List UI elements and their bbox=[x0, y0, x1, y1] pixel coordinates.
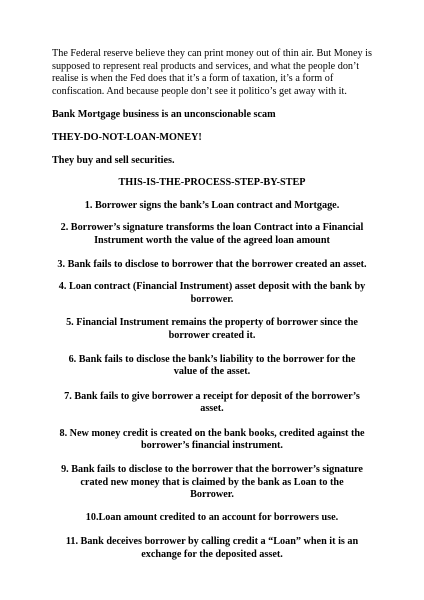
process-step bbox=[52, 200, 372, 213]
process-title: THIS-IS-THE-PROCESS-STEP-BY-STEP bbox=[118, 177, 306, 189]
process-step bbox=[52, 428, 372, 453]
process-step-line: asset. bbox=[200, 403, 224, 415]
intro-line: confiscation. And because people don’t see it politico’s get away with it. bbox=[52, 85, 347, 97]
intro-paragraph bbox=[52, 48, 372, 98]
process-step bbox=[52, 391, 372, 416]
process-step bbox=[52, 536, 372, 561]
process-step-line: 10.Loan amount credited to an account for borrowers use. bbox=[85, 511, 339, 523]
process-step-line: 7. Bank fails to give borrower a receipt for deposit of the borrower’s bbox=[64, 390, 360, 402]
process-step-line: 6. Bank fails to disclose the bank’s liability to the borrower for the bbox=[68, 353, 356, 365]
process-step bbox=[52, 512, 372, 525]
intro-line: The Federal reserve believe they can print money out of thin air. But Money is bbox=[52, 48, 372, 59]
process-step-line: 4. Loan contract (Financial Instrument) asset deposit with the bank by bbox=[58, 281, 366, 293]
process-step-line: 8. New money credit is created on the bank books, credited against the bbox=[59, 427, 365, 439]
process-step bbox=[52, 317, 372, 342]
process-step-line: 9. Bank fails to disclose to the borrower that the borrower’s signature bbox=[61, 464, 363, 476]
process-step bbox=[52, 464, 372, 502]
process-steps-list bbox=[52, 200, 372, 562]
intro-line: supposed to represent real products and services, and what the people don’t bbox=[52, 60, 360, 72]
heading-do-not-loan-money: THEY-DO-NOT-LOAN-MONEY! bbox=[52, 131, 202, 143]
process-step-line: crated new money that is claimed by the bank as Loan to the bbox=[80, 476, 344, 488]
process-step-line: 11. Bank deceives borrower by calling credit a “Loan” when it is an bbox=[65, 536, 359, 548]
process-step-line: 1. Borrower signs the bank’s Loan contract and Mortgage. bbox=[84, 199, 340, 211]
process-step-line: borrower’s financial instrument. bbox=[141, 440, 283, 452]
process-step bbox=[52, 259, 372, 272]
heading-buy-sell-securities: They buy and sell securities. bbox=[52, 154, 175, 166]
heading-mortgage-scam: Bank Mortgage business is an unconscionable scam bbox=[52, 109, 276, 121]
process-step-line: 2. Borrower’s signature transforms the loan Contract into a Financial bbox=[60, 222, 364, 234]
process-step bbox=[52, 222, 372, 247]
process-step-line: value of the asset. bbox=[173, 366, 251, 378]
process-step-line: 5. Financial Instrument remains the property of borrower since the bbox=[66, 317, 358, 329]
intro-line: realise is when the Fed does that it’s a form of taxation, it’s a form of bbox=[52, 73, 334, 85]
process-step-line: Instrument worth the value of the agreed loan amount bbox=[94, 234, 330, 246]
process-step-line: exchange for the deposited asset. bbox=[141, 549, 283, 561]
process-step-line: Borrower. bbox=[190, 489, 234, 501]
process-step bbox=[52, 281, 372, 306]
process-step-line: borrower. bbox=[190, 293, 234, 305]
process-step-line: borrower created it. bbox=[168, 329, 256, 341]
process-step bbox=[52, 354, 372, 379]
process-step-line: 3. Bank fails to disclose to borrower that the borrower created an asset. bbox=[57, 258, 367, 270]
